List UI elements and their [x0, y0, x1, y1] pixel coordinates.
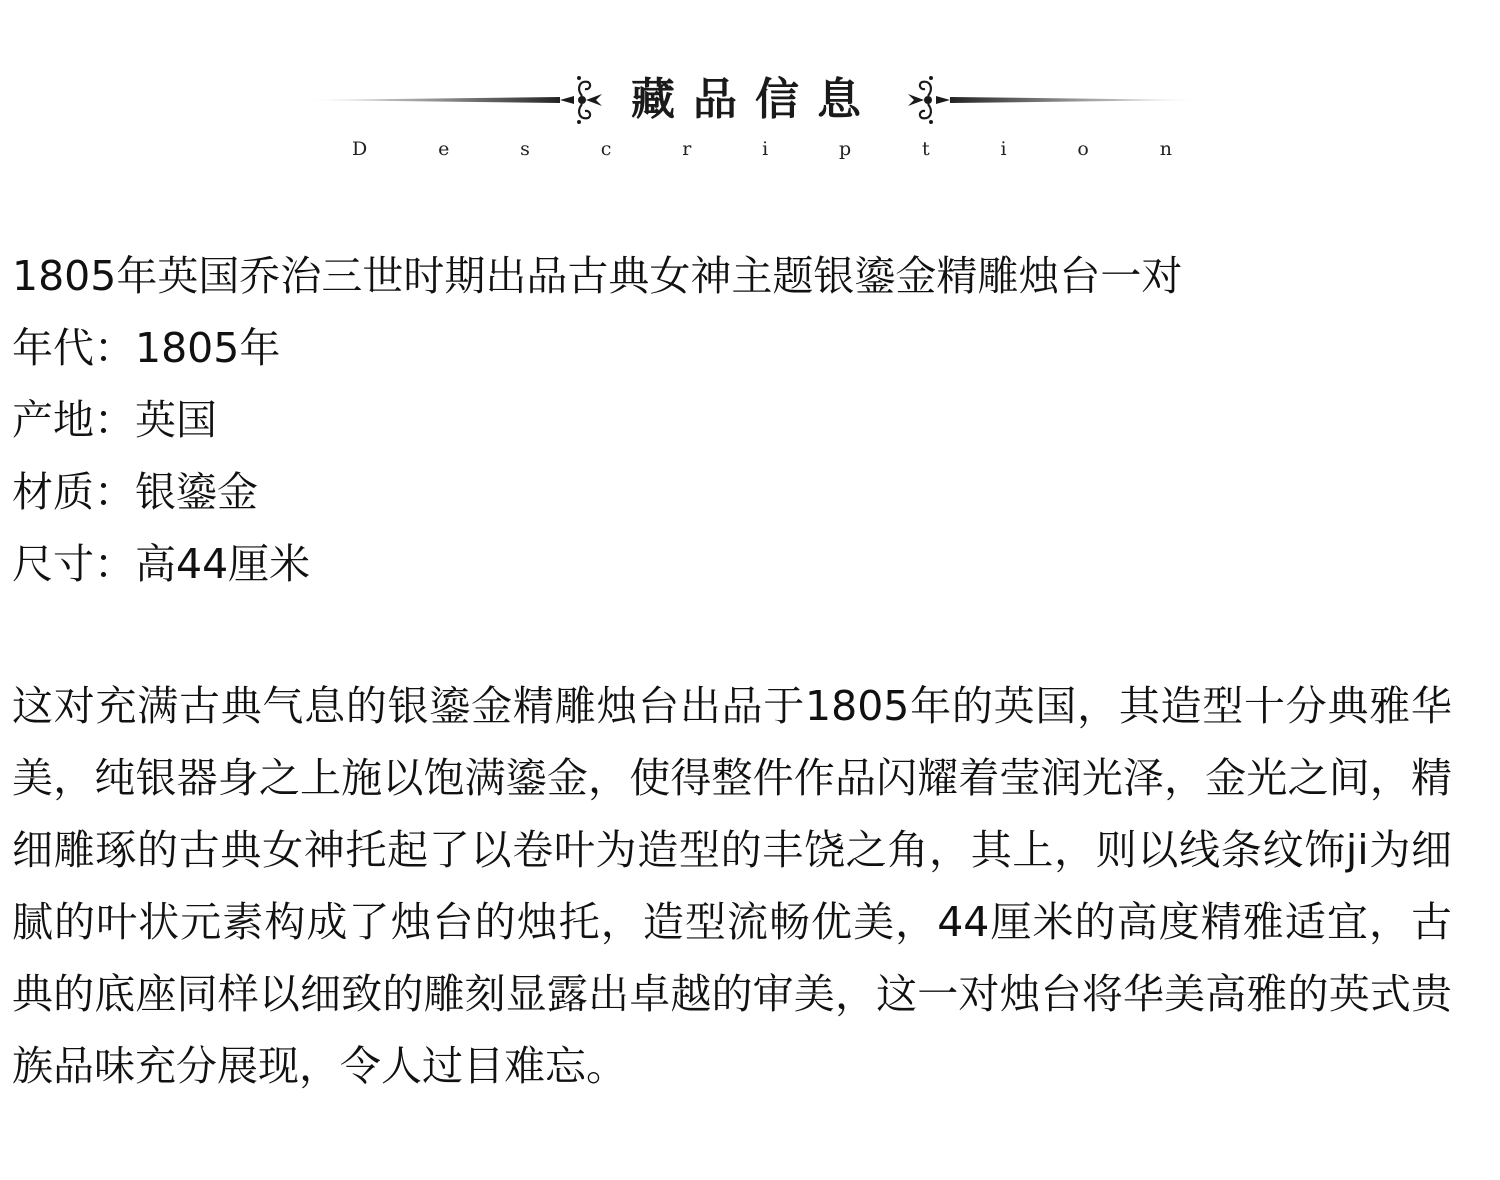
item-material: 材质：银鎏金 [12, 468, 258, 516]
item-description: 这对充满古典气息的银鎏金精雕烛台出品于1805年的英国，其造型十分典雅华美，纯银器身之上施以饱满鎏金，使得整件作品闪耀着莹润光泽，金光之间，精细雕琢的古典女神托起了以卷叶为造型的丰饶之角，其上，则以线条纹饰ji为细腻的叶状元素构成了烛台的烛托，造型流畅优美，44厘米的高度精雅适宜，古典的底座同样以细致的雕刻显露出卓越的审美，这一对烛台将华美高雅的英式贵族品味充分展现，令人过目难忘。 [12, 682, 1452, 1090]
subtitle-letter: t [922, 138, 930, 160]
item-title: 1805年英国乔治三世时期出品古典女神主题银鎏金精雕烛台一对 [12, 252, 1183, 300]
section-subtitle [352, 136, 1172, 162]
item-size: 尺寸：高44厘米 [12, 540, 311, 588]
subtitle-letter: i [762, 138, 769, 160]
subtitle-letter: s [520, 138, 530, 160]
subtitle-letter: i [1000, 138, 1007, 160]
subtitle-letter: n [1159, 138, 1172, 160]
section-header [0, 0, 1500, 180]
subtitle-letter: p [839, 138, 852, 160]
subtitle-letter: o [1077, 138, 1089, 160]
subtitle-letter: D [352, 138, 368, 160]
item-origin: 产地：英国 [12, 396, 217, 444]
subtitle-letter: c [600, 138, 612, 160]
item-era: 年代：1805年 [12, 324, 281, 372]
ornament-left [305, 76, 602, 124]
subtitle-letter: r [682, 138, 692, 160]
section-title: 藏品信息 [631, 74, 879, 125]
ornament-right [908, 76, 1200, 124]
item-info [12, 240, 1482, 600]
subtitle-letter: e [438, 138, 450, 160]
